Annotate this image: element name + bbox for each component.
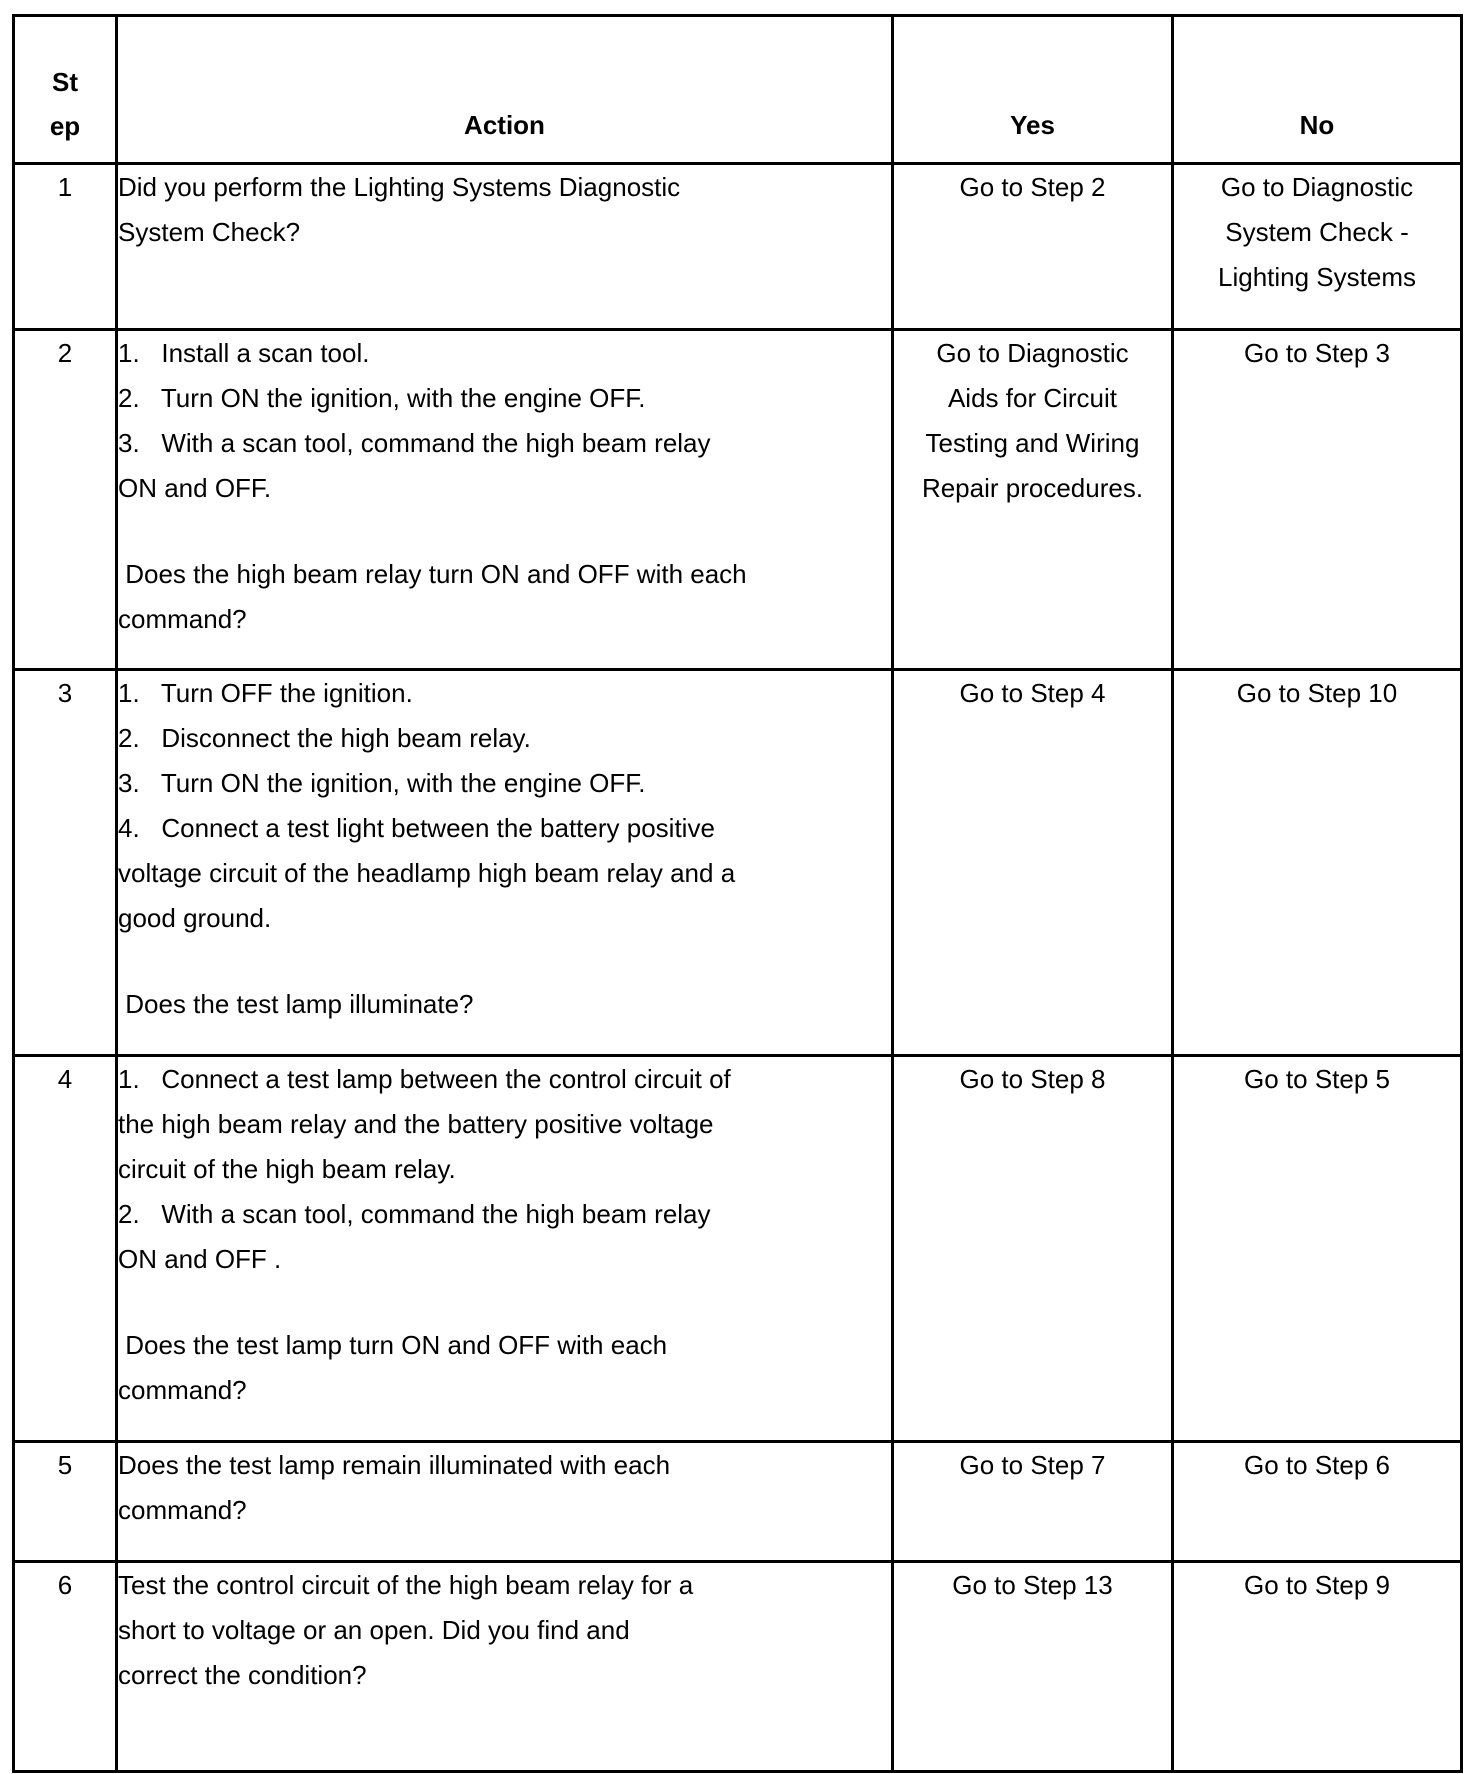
action-cell: [117, 670, 893, 1056]
table-row: [14, 1056, 1462, 1442]
header-row: [14, 16, 1462, 164]
table-row: [14, 164, 1462, 330]
table-row: [14, 1442, 1462, 1562]
action-line: 2. Turn ON the ignition, with the engine OFF.: [118, 383, 646, 413]
action-line: short to voltage or an open. Did you find and: [118, 1615, 630, 1645]
question-line: Does the high beam relay turn ON and OFF with each: [118, 559, 747, 589]
no-line: Lighting Systems: [1218, 262, 1416, 292]
step-number: 4: [14, 1056, 117, 1442]
action-line: circuit of the high beam relay.: [118, 1154, 456, 1184]
no-line: Go to Step 9: [1244, 1570, 1390, 1600]
action-line: Test the control circuit of the high beam relay for a: [118, 1570, 694, 1600]
action-header: Action: [117, 16, 893, 164]
yes-line: Go to Step 4: [959, 678, 1106, 708]
action-line: 3. With a scan tool, command the high beam relay: [118, 428, 711, 458]
step-number: 3: [14, 670, 117, 1056]
table-row: [14, 670, 1462, 1056]
action-line: 1. Connect a test lamp between the control circuit of: [118, 1064, 731, 1094]
table-body: [14, 164, 1462, 1772]
action-line: ON and OFF.: [118, 473, 272, 503]
action-line: voltage circuit of the headlamp high beam relay and a: [118, 858, 736, 888]
action-line: good ground.: [118, 903, 272, 933]
question-line: Does the test lamp turn ON and OFF with each: [118, 1330, 668, 1360]
no-cell: [1173, 164, 1462, 330]
action-line: 2. Disconnect the high beam relay.: [118, 723, 531, 753]
action-line: 1. Install a scan tool.: [118, 338, 370, 368]
action-cell: [117, 1056, 893, 1442]
action-cell: [117, 1562, 893, 1772]
action-cell: [117, 1442, 893, 1562]
no-line: Go to Diagnostic: [1220, 172, 1414, 202]
action-line: 4. Connect a test light between the battery positive: [118, 813, 715, 843]
step-number: 6: [14, 1562, 117, 1772]
no-line: Go to Step 3: [1244, 338, 1390, 368]
action-line: Does the test lamp remain illuminated with each: [118, 1450, 671, 1480]
no-line: Go to Step 6: [1244, 1450, 1390, 1480]
step-header: [14, 16, 117, 164]
diagnostic-table: [12, 14, 1463, 1773]
yes-cell: [893, 1442, 1173, 1562]
yes-line: Testing and Wiring: [925, 428, 1140, 458]
step-number: 2: [14, 330, 117, 670]
action-line: System Check?: [118, 217, 301, 247]
step-number: 5: [14, 1442, 117, 1562]
action-line: ON and OFF .: [118, 1244, 282, 1274]
action-line: 1. Turn OFF the ignition.: [118, 678, 413, 708]
no-line: System Check -: [1225, 217, 1409, 247]
no-line: Go to Step 5: [1244, 1064, 1390, 1094]
yes-cell: [893, 1056, 1173, 1442]
table-row: [14, 1562, 1462, 1772]
no-cell: [1173, 670, 1462, 1056]
step-header-label: St ep: [49, 67, 81, 141]
yes-cell: [893, 330, 1173, 670]
action-line: command?: [118, 1495, 247, 1525]
no-cell: [1173, 330, 1462, 670]
step-number: 1: [14, 164, 117, 330]
action-line: Did you perform the Lighting Systems Diagnostic: [118, 172, 681, 202]
action-line: the high beam relay and the battery positive voltage: [118, 1109, 714, 1139]
question-line: Does the test lamp illuminate?: [118, 989, 474, 1019]
yes-line: Go to Step 13: [952, 1570, 1113, 1600]
yes-line: Go to Step 2: [959, 172, 1106, 202]
spacer: [118, 1282, 891, 1323]
yes-line: Go to Step 7: [959, 1450, 1106, 1480]
question-line: command?: [118, 1375, 247, 1405]
action-cell: [117, 330, 893, 670]
yes-header: Yes: [893, 16, 1173, 164]
spacer: [118, 511, 891, 552]
yes-cell: [893, 670, 1173, 1056]
spacer: [118, 941, 891, 982]
no-header: No: [1173, 16, 1462, 164]
action-line: 2. With a scan tool, command the high beam relay: [118, 1199, 711, 1229]
yes-line: Repair procedures.: [921, 473, 1144, 503]
yes-line: Go to Diagnostic: [936, 338, 1129, 368]
no-cell: [1173, 1562, 1462, 1772]
no-line: Go to Step 10: [1236, 678, 1398, 708]
yes-line: Aids for Circuit: [947, 383, 1118, 413]
question-line: command?: [118, 604, 247, 634]
yes-cell: [893, 1562, 1173, 1772]
action-line: correct the condition?: [118, 1660, 367, 1690]
no-cell: [1173, 1056, 1462, 1442]
table-row: [14, 330, 1462, 670]
no-cell: [1173, 1442, 1462, 1562]
yes-cell: [893, 164, 1173, 330]
action-cell: [117, 164, 893, 330]
action-line: 3. Turn ON the ignition, with the engine OFF.: [118, 768, 646, 798]
yes-line: Go to Step 8: [959, 1064, 1106, 1094]
